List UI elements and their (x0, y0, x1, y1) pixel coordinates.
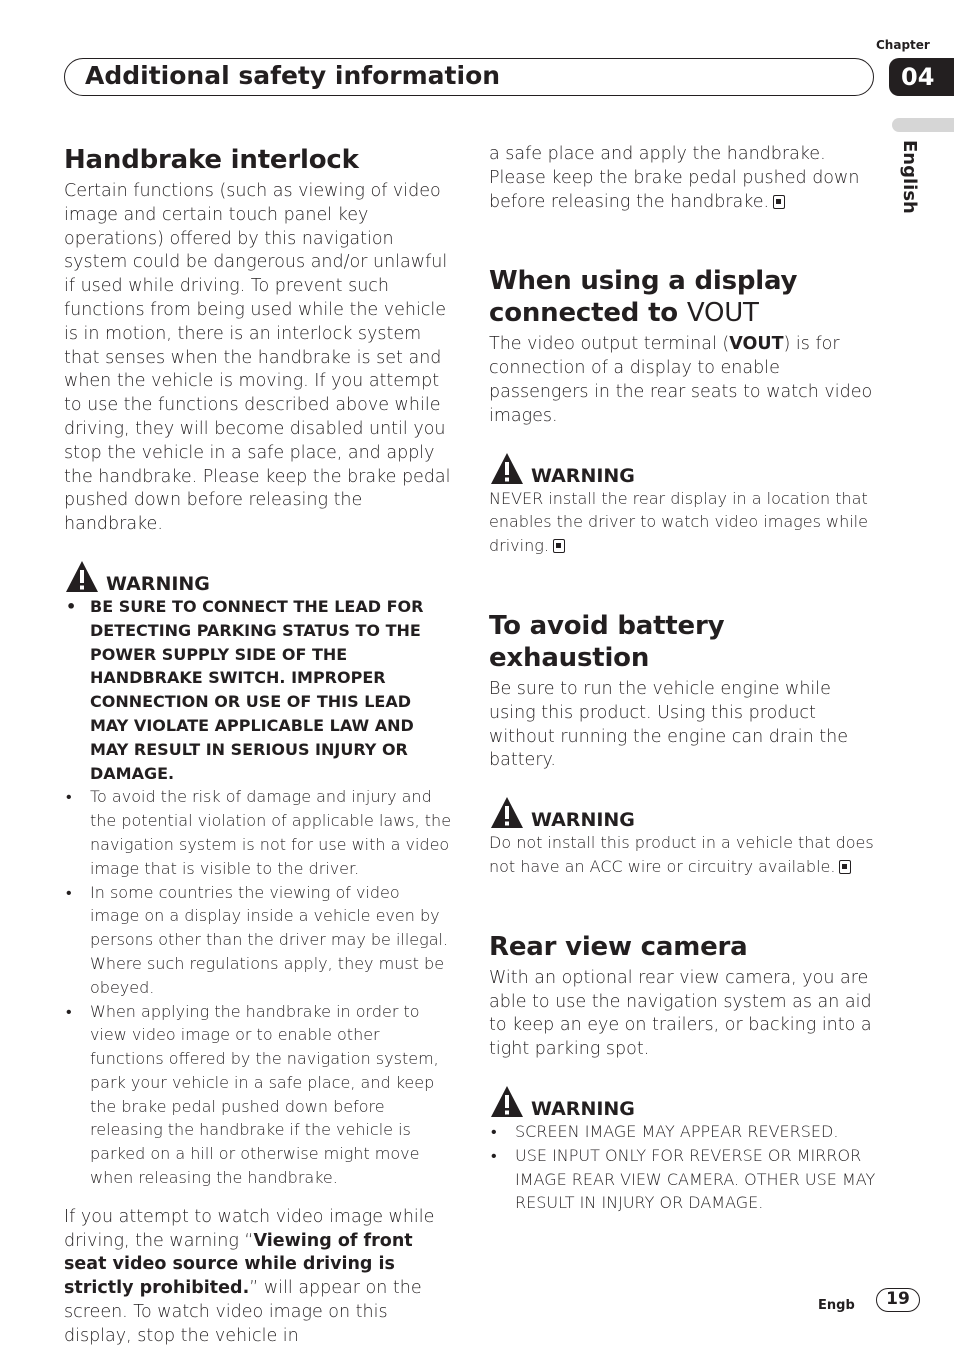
heading-handbrake-interlock: Handbrake interlock (64, 145, 359, 175)
heading-vout (489, 265, 879, 329)
warning-header (489, 1082, 879, 1120)
vout-text-end: ) is for connection of a display to enable passengers in the rear seats to watch video images. (489, 334, 873, 426)
warning-header (489, 449, 879, 487)
handbrake-intro: Certain functions (such as viewing of video image and certain touch panel key operations) offered by this navigation system could be dangerous and/or unlawful if used while driving. To prevent such functions from being used while the vehicle is in motion, there is an interlock system that senses when the handbrake is set and when the vehicle is moving. If you attempt to use the functions described above while driving, they will become disabled until you stop the vehicle in a safe place, and apply the handbrake. Please keep the brake pedal pushed down before releasing the handbrake. (64, 181, 451, 535)
continuation-body: a safe place and apply the handbrake. Please keep the brake pedal pushed down before releasing the handbrake. (489, 144, 860, 212)
camera-warning-list (489, 1120, 879, 1215)
battery-warning-text (489, 831, 879, 879)
section-end-icon (773, 195, 785, 209)
left-column (64, 144, 452, 1349)
vout-text-bold: VOUT (729, 334, 784, 355)
heading-battery: To avoid battery exhaustion (489, 610, 725, 673)
heading-vout-bold: When using a display connected to (489, 266, 798, 329)
language-tab (892, 118, 954, 132)
list-item: • SCREEN IMAGE MAY APPEAR REVERSED. (489, 1120, 879, 1144)
outro-text-end: ” will appear on the screen. To watch video image on this display, stop the vehicle in (64, 1278, 422, 1346)
vout-text-start: The video output terminal ( (489, 334, 730, 355)
list-item: • In some countries the viewing of video image on a display inside a vehicle even by persons other than the driver may be illegal. Where such regulations apply, they must be obeyed. (64, 881, 452, 1000)
section-title: Additional safety information (85, 61, 501, 90)
handbrake-outro (64, 1206, 452, 1349)
language-tab-label: English (899, 140, 920, 214)
list-item: • USE INPUT ONLY FOR REVERSE OR MIRROR IMAGE REAR VIEW CAMERA. OTHER USE MAY RESULT IN INJURY OR DAMAGE. (489, 1144, 879, 1215)
warning-label: WARNING (531, 464, 635, 487)
right-column (489, 143, 879, 1215)
footer-language-code: Engb (818, 1298, 855, 1313)
section-header (64, 58, 874, 96)
vout-warning-body: NEVER install the rear display in a location that enables the driver to watch video images while driving. (489, 488, 868, 556)
outro-text-start: If you attempt to watch video image while driving, the warning “ (64, 1206, 435, 1251)
list-item: • BE SURE TO CONNECT THE LEAD FOR DETECTING PARKING STATUS TO THE POWER SUPPLY SIDE OF THE HANDBRAKE SWITCH. IMPROPER CONNECTION OR USE OF THIS LEAD MAY VIOLATE APPLICABLE LAW AND MAY RESULT IN SERIOUS INJURY OR DAMAGE. (64, 595, 452, 785)
vout-text (489, 333, 879, 428)
warning-label: WARNING (531, 1097, 635, 1120)
outro-message-bold: Viewing of front seat video source while driving is strictly prohibited. (64, 1230, 413, 1299)
warning-label: WARNING (531, 809, 635, 832)
warning-label: WARNING (106, 572, 210, 595)
list-item: • When applying the handbrake in order to view video image or to enable other functions offered by the navigation system, park your vehicle in a safe place, and keep the brake pedal pushed down before releasing the handbrake if the vehicle is parked on a hill or otherwise might move when releasing the handbrake. (64, 1000, 452, 1190)
section-end-icon (839, 860, 851, 874)
page-number: 19 (876, 1288, 920, 1312)
list-item: • To avoid the risk of damage and injury and the potential violation of applicable laws, the navigation system is not for use with a video image that is visible to the driver. (64, 785, 452, 880)
warning-list (64, 595, 452, 1190)
camera-text: With an optional rear view camera, you are able to use the navigation system as an aid to keep an eye on trailers, or backing into a tight parking spot. (489, 967, 872, 1060)
section-end-icon (553, 539, 565, 553)
heading-rear-view-camera: Rear view camera (489, 931, 748, 962)
warning-triangle-icon (64, 559, 100, 595)
warning-header (64, 557, 452, 595)
chapter-number-badge: 04 (889, 58, 954, 96)
warning-triangle-icon (489, 795, 525, 831)
continuation-text (489, 143, 879, 214)
battery-text: Be sure to run the vehicle engine while using this product. Using this product without running the engine can drain the battery. (489, 678, 849, 771)
battery-warning-body: Do not install this product in a vehicle that does not have an ACC wire or circuitry available. (489, 833, 874, 876)
chapter-label: Chapter (876, 38, 930, 52)
heading-vout-plain: VOUT (686, 298, 759, 329)
warning-triangle-icon (489, 1084, 525, 1120)
warning-triangle-icon (489, 451, 525, 487)
vout-warning-text (489, 487, 879, 558)
warning-header (489, 793, 879, 831)
